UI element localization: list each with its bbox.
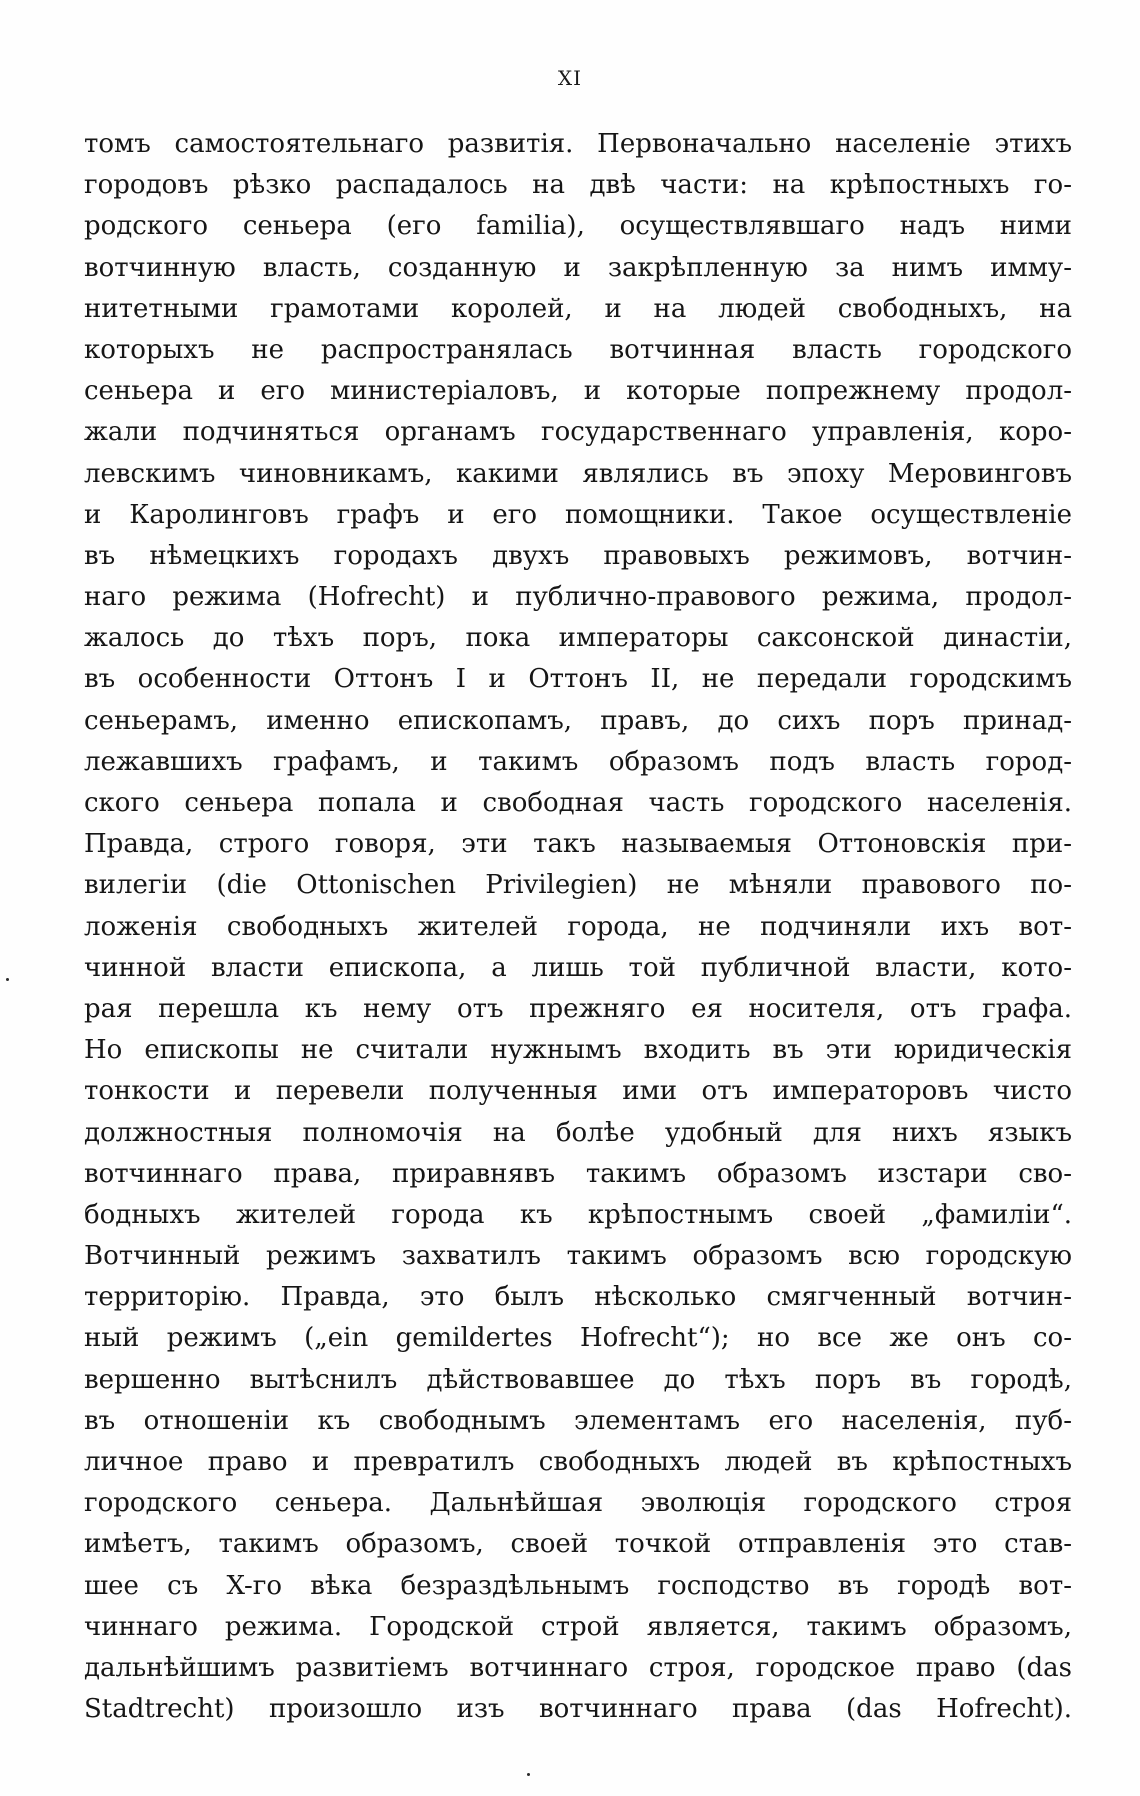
- text-line: Вотчинный режимъ захватилъ такимъ образомъ всю городскую: [84, 1241, 1072, 1272]
- text-line: сеньера и его министеріаловъ, и которые попрежнему продол-: [84, 376, 1072, 407]
- text-line: Но епископы не считали нужнымъ входить въ эти юридическія: [84, 1035, 1072, 1066]
- text-line: левскимъ чиновникамъ, какими являлись въ эпоху Меровинговъ: [84, 458, 1072, 489]
- text-line: Stadtrecht) произошло изъ вотчиннаго права (das Hofrecht).: [84, 1694, 1072, 1725]
- text-line: наго режима (Hofrecht) и публично-правового режима, продол-: [84, 582, 1072, 613]
- page-number: XI: [557, 66, 583, 90]
- text-line: сеньерамъ, именно епископамъ, правъ, до сихъ поръ принад-: [84, 705, 1072, 736]
- text-line: жалось до тѣхъ поръ, пока императоры саксонской династіи,: [84, 623, 1072, 654]
- text-line: территорію. Правда, это былъ нѣсколько смягченный вотчин-: [84, 1282, 1072, 1313]
- text-line: вершенно вытѣснилъ дѣйствовавшее до тѣхъ поръ въ городѣ,: [84, 1364, 1072, 1395]
- text-line: родского сеньера (его familia), осуществлявшаго надъ ними: [84, 211, 1072, 242]
- text-line: ный режимъ („ein gemildertes Hofrecht“); но все же онъ со-: [84, 1323, 1072, 1354]
- text-line: городовъ рѣзко распадалось на двѣ части: на крѣпостныхъ го-: [84, 170, 1072, 201]
- text-line: Правда, строго говоря, эти такъ называемыя Оттоновскія при-: [84, 829, 1072, 860]
- text-line: ского сеньера попала и свободная часть городского населенія.: [84, 788, 1072, 818]
- body-text: [84, 124, 1072, 1730]
- text-line: личное право и превратилъ свободныхъ людей въ крѣпостныхъ: [84, 1447, 1072, 1477]
- text-line: и Каролинговъ графъ и его помощники. Такое осуществленіе: [84, 499, 1072, 530]
- text-line: тонкости и перевели полученныя ими отъ императоровъ чисто: [84, 1076, 1072, 1107]
- text-line: нитетными грамотами королей, и на людей свободныхъ, на: [84, 293, 1072, 324]
- text-line: городского сеньера. Дальнѣйшая эволюція городского строя: [84, 1488, 1072, 1519]
- text-line: шее съ X-го вѣка безраздѣльнымъ господство въ городѣ вот-: [84, 1570, 1072, 1601]
- text-line: въ нѣмецкихъ городахъ двухъ правовыхъ режимовъ, вотчин-: [84, 540, 1072, 571]
- scan-speck: [527, 1773, 530, 1776]
- text-line: должностныя полномочія на болѣе удобный для нихъ языкъ: [84, 1117, 1072, 1148]
- text-line: бодныхъ жителей города къ крѣпостнымъ своей „фамиліи“.: [84, 1199, 1072, 1230]
- text-line: томъ самостоятельнаго развитія. Первоначально населеніе этихъ: [84, 129, 1072, 159]
- text-line: лежавшихъ графамъ, и такимъ образомъ подъ власть город-: [84, 746, 1072, 777]
- text-line: ложенія свободныхъ жителей города, не подчиняли ихъ вот-: [84, 911, 1072, 942]
- text-line: въ особенности Оттонъ I и Оттонъ II, не передали городскимъ: [84, 664, 1072, 695]
- text-line: въ отношеніи къ свободнымъ элементамъ его населенія, пуб-: [84, 1405, 1072, 1436]
- scan-speck: [6, 978, 9, 981]
- text-line: вотчиннаго права, приравнявъ такимъ образомъ изстари сво-: [84, 1158, 1072, 1189]
- text-line: которыхъ не распространялась вотчинная власть городского: [84, 334, 1072, 365]
- text-line: чинной власти епископа, а лишь той публичной власти, кото-: [84, 952, 1072, 983]
- text-line: вотчинную власть, созданную и закрѣпленную за нимъ имму-: [84, 252, 1072, 283]
- text-line: чиннаго режима. Городской строй является, такимъ образомъ,: [84, 1611, 1072, 1642]
- text-line: дальнѣйшимъ развитіемъ вотчиннаго строя, городское право (das: [84, 1652, 1072, 1683]
- text-line: жали подчиняться органамъ государственнаго управленія, коро-: [84, 417, 1072, 448]
- text-line: вилегіи (die Ottonischen Privilegien) не мѣняли правового по-: [84, 870, 1072, 901]
- text-line: рая перешла къ нему отъ прежняго ея носителя, отъ графа.: [84, 993, 1072, 1024]
- text-line: имѣетъ, такимъ образомъ, своей точкой отправленія это став-: [84, 1529, 1072, 1560]
